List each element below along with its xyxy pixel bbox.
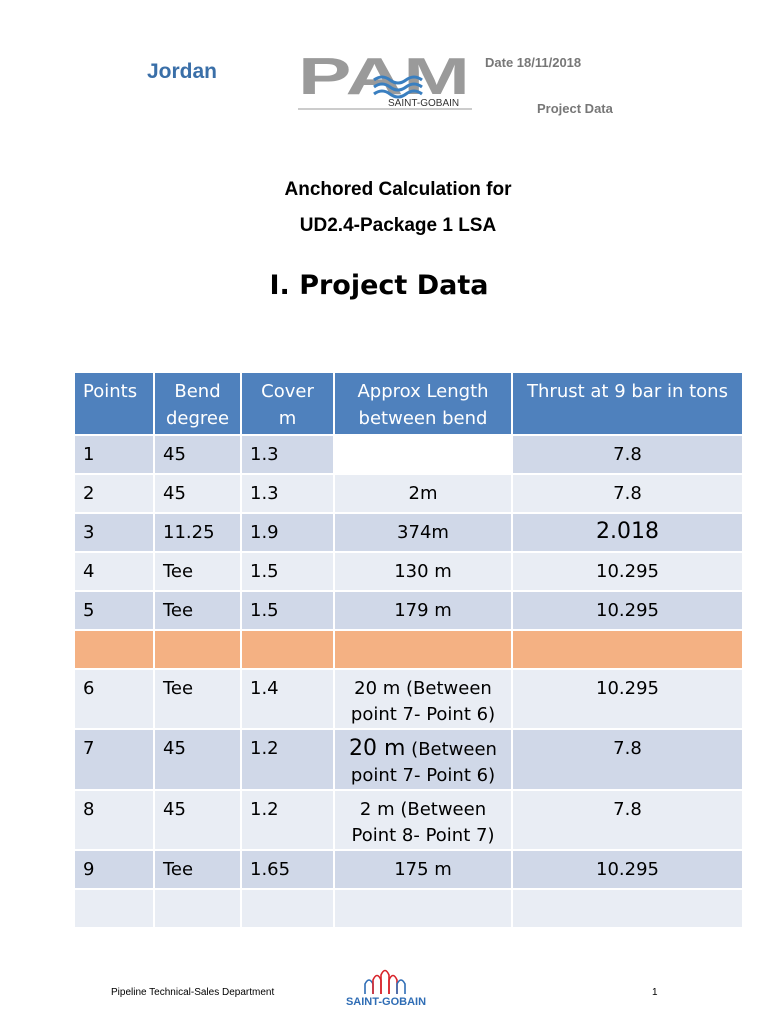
cell-point: 1 xyxy=(74,435,154,474)
cell-point: 4 xyxy=(74,552,154,591)
length-note: (Between point 7- Point 6) xyxy=(350,739,497,786)
header-cover: Cover m xyxy=(241,372,334,435)
cell-bend: Tee xyxy=(154,850,241,889)
cell-thrust: 10.295 xyxy=(512,591,743,630)
doc-title-line2: UD2.4-Package 1 LSA xyxy=(299,215,497,236)
section-heading: I. Project Data xyxy=(269,270,489,301)
cell-cover: 1.3 xyxy=(241,435,334,474)
cell-cover: 1.3 xyxy=(241,474,334,513)
cell-bend: 45 xyxy=(154,435,241,474)
length-value: 20 m xyxy=(349,736,406,761)
cell-point: 5 xyxy=(74,591,154,630)
cell-bend: 11.25 xyxy=(154,513,241,552)
cell-cover: 1.2 xyxy=(241,729,334,790)
header-approx-length: Approx Length between bend xyxy=(334,372,512,435)
table-row xyxy=(74,591,743,630)
document-date: Date 18/11/2018 xyxy=(485,55,582,70)
cell-thrust: 10.295 xyxy=(512,552,743,591)
cell-point: 2 xyxy=(74,474,154,513)
cell-cover: 1.5 xyxy=(241,591,334,630)
saint-gobain-logo xyxy=(335,966,437,1008)
cell-bend: Tee xyxy=(154,669,241,729)
cell-bend: Tee xyxy=(154,552,241,591)
cell-length: 20 m (Between point 7- Point 6) xyxy=(334,669,512,729)
cell-length: 374m xyxy=(334,513,512,552)
header-thrust: Thrust at 9 bar in tons xyxy=(512,372,743,435)
separator-row xyxy=(74,630,743,669)
page-number: 1 xyxy=(652,987,658,998)
cell-thrust: 10.295 xyxy=(512,669,743,729)
country-name: Jordan xyxy=(147,60,218,83)
doc-title-line1: Anchored Calculation for xyxy=(284,179,512,200)
cell-cover: 1.9 xyxy=(241,513,334,552)
cell-point: 3 xyxy=(74,513,154,552)
footer-department: Pipeline Technical-Sales Department xyxy=(111,987,275,998)
cell-cover: 1.4 xyxy=(241,669,334,729)
cell-cover: 1.65 xyxy=(241,850,334,889)
cell-thrust: 7.8 xyxy=(512,729,743,790)
logo-subtext: SAINT-GOBAIN xyxy=(388,98,460,109)
cell-point: 6 xyxy=(74,669,154,729)
table-row xyxy=(74,513,743,552)
cell-length: 179 m xyxy=(334,591,512,630)
project-data-table xyxy=(73,371,744,929)
cell-length: 130 m xyxy=(334,552,512,591)
cell-cover: 1.5 xyxy=(241,552,334,591)
saint-gobain-arches-icon xyxy=(365,971,405,995)
cell-length xyxy=(334,435,512,474)
cell-length: 2 m (Between Point 8- Point 7) xyxy=(334,790,512,850)
cell-length xyxy=(334,729,512,790)
cell-point: 8 xyxy=(74,790,154,850)
table-header-row xyxy=(74,372,743,435)
cell-thrust: 7.8 xyxy=(512,790,743,850)
logo-text: PAM xyxy=(298,52,470,106)
cell-length: 2m xyxy=(334,474,512,513)
cell-bend: 45 xyxy=(154,790,241,850)
table-row xyxy=(74,790,743,850)
cell-point: 7 xyxy=(74,729,154,790)
header-points: Points xyxy=(74,372,154,435)
cell-thrust: 7.8 xyxy=(512,435,743,474)
table-row xyxy=(74,552,743,591)
cell-thrust: 2.018 xyxy=(512,513,743,552)
cell-thrust: 10.295 xyxy=(512,850,743,889)
cell-bend: 45 xyxy=(154,474,241,513)
cell-thrust: 7.8 xyxy=(512,474,743,513)
cell-cover: 1.2 xyxy=(241,790,334,850)
table-row xyxy=(74,474,743,513)
table-row xyxy=(74,435,743,474)
cell-bend: Tee xyxy=(154,591,241,630)
table-row-empty xyxy=(74,889,743,928)
cell-point: 9 xyxy=(74,850,154,889)
cell-bend: 45 xyxy=(154,729,241,790)
header-bend-degree: Bend degree xyxy=(154,372,241,435)
project-data-tag: Project Data xyxy=(537,101,613,116)
cell-length: 175 m xyxy=(334,850,512,889)
footer-logo-text: SAINT-GOBAIN xyxy=(345,996,427,1008)
pam-saint-gobain-logo xyxy=(296,52,474,114)
table-row xyxy=(74,669,743,729)
table-row xyxy=(74,729,743,790)
table-row xyxy=(74,850,743,889)
